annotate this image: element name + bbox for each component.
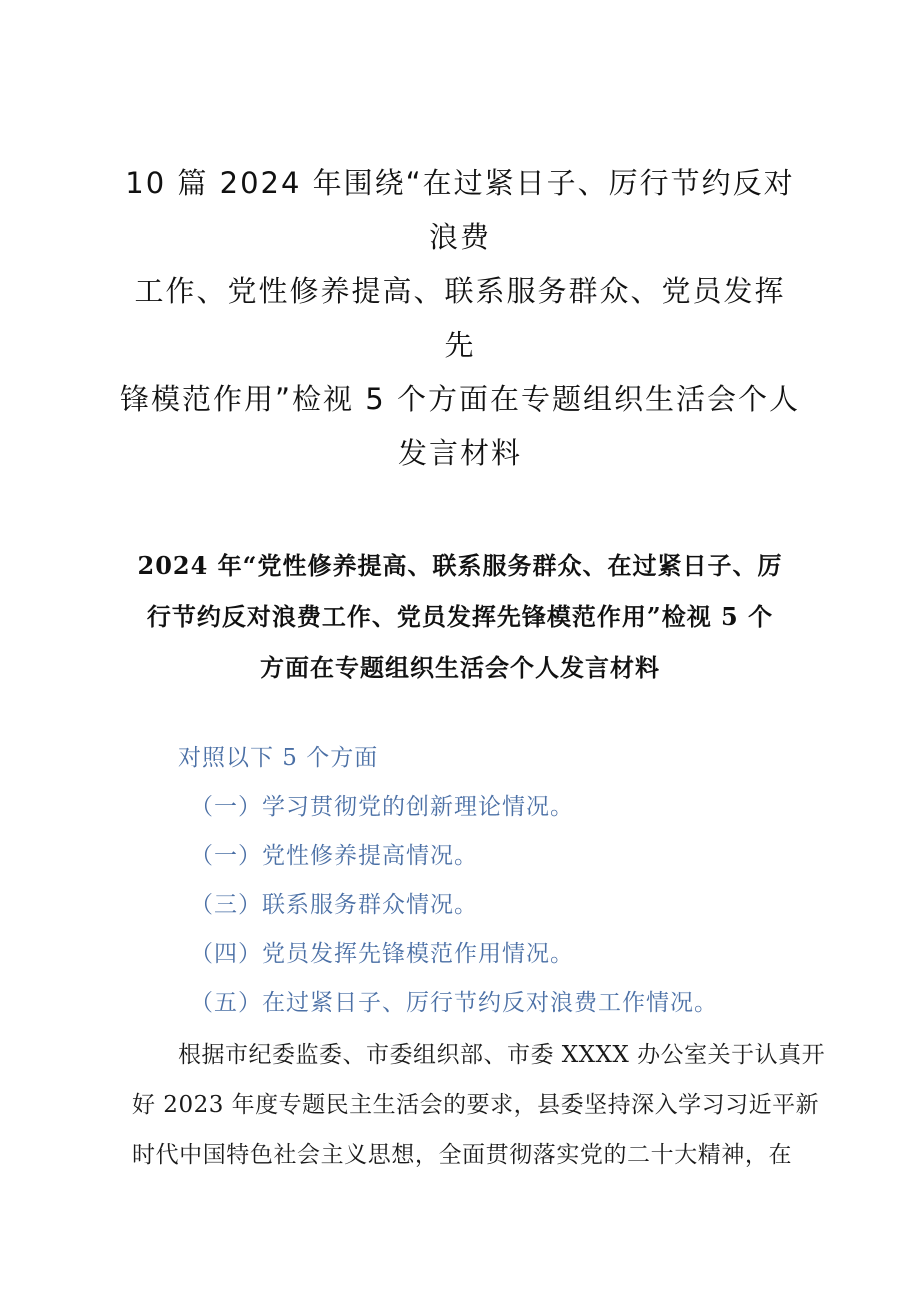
aspect-item: （三）联系服务群众情况。 <box>190 892 478 918</box>
body-paragraph <box>132 1030 826 1180</box>
body-line: 好 2023 年度专题民主生活会的要求，县委坚持深入学习习近平新 <box>132 1092 820 1118</box>
aspects-list <box>178 734 818 1028</box>
aspect-item: （一）学习贯彻党的创新理论情况。 <box>190 794 574 820</box>
main-title <box>120 156 800 480</box>
sub-title-line: 行节约反对浪费工作、党员发挥先锋模范作用”检视 5 个 <box>146 602 774 631</box>
aspects-heading: 对照以下 5 个方面 <box>178 745 379 771</box>
sub-title-line: 2024 年“党性修养提高、联系服务群众、在过紧日子、厉 <box>137 551 783 580</box>
aspect-item: （一）党性修养提高情况。 <box>190 843 478 869</box>
body-line: 时代中国特色社会主义思想，全面贯彻落实党的二十大精神，在 <box>132 1142 792 1168</box>
aspect-item: （四）党员发挥先锋模范作用情况。 <box>190 941 574 967</box>
main-title-line: 锋模范作用”检视 5 个方面在专题组织生活会个人 <box>120 382 800 416</box>
sub-title-line: 方面在专题组织生活会个人发言材料 <box>260 653 660 682</box>
main-title-line: 工作、党性修养提高、联系服务群众、党员发挥先 <box>134 274 786 362</box>
body-line: 根据市纪委监委、市委组织部、市委 XXXX 办公室关于认真开 <box>178 1042 826 1068</box>
main-title-line: 10 篇 2024 年围绕“在过紧日子、厉行节约反对浪费 <box>125 166 795 254</box>
aspect-item: （五）在过紧日子、厉行节约反对浪费工作情况。 <box>190 990 718 1016</box>
main-title-line: 发言材料 <box>397 436 522 470</box>
sub-title <box>120 540 800 693</box>
